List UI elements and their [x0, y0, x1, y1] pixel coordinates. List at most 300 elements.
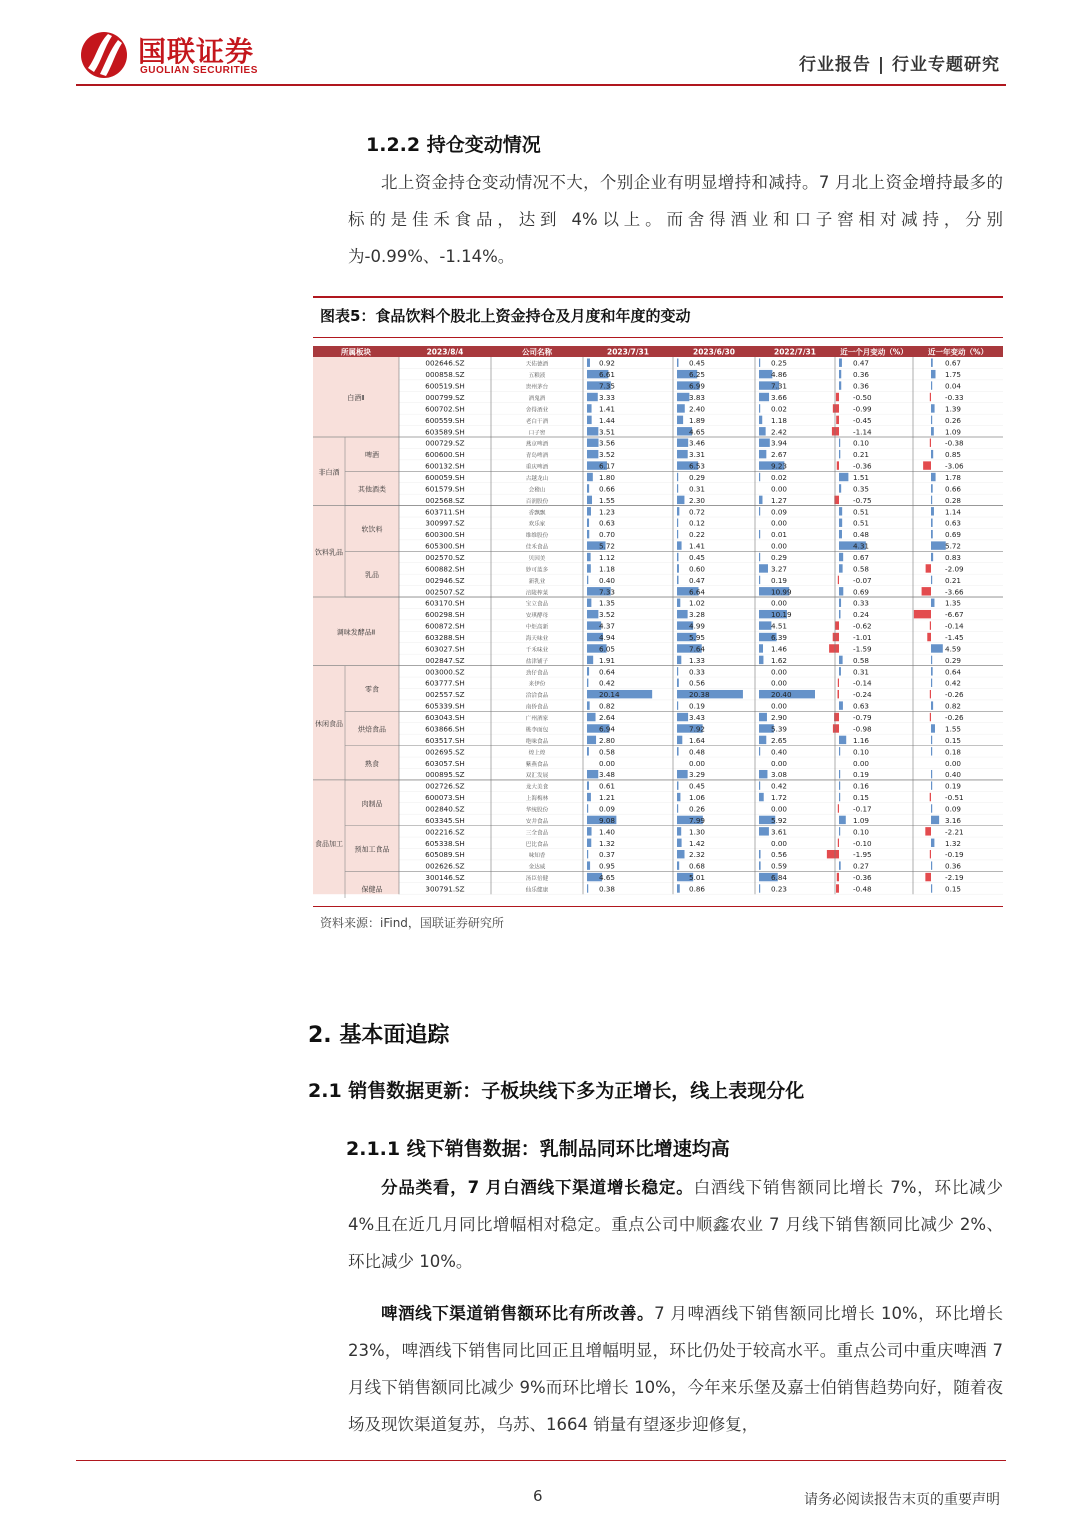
holding-bar	[759, 850, 761, 858]
change-bar-negative	[838, 576, 839, 584]
stock-name: 巴比食品	[525, 841, 549, 848]
subsector-label: 烘焙食品	[358, 725, 386, 734]
holding-value: 2.67	[771, 450, 788, 460]
change-value: -0.10	[853, 838, 872, 848]
holding-value: 0.00	[771, 518, 788, 528]
holding-bar	[677, 781, 678, 789]
holding-value: 1.64	[689, 735, 706, 745]
stock-name: 安井食品	[525, 818, 549, 825]
holding-value: 0.00	[771, 701, 788, 711]
change-bar-negative	[838, 679, 839, 687]
stock-code: 603043.SH	[425, 713, 465, 723]
holding-bar	[587, 473, 593, 481]
holding-value: 7.92	[689, 724, 706, 734]
change-bar-positive	[931, 839, 934, 847]
subsector-label: 保健品	[361, 885, 383, 894]
holding-value: 0.33	[689, 667, 706, 677]
holding-value: 3.08	[771, 770, 788, 780]
change-bar-negative	[927, 633, 931, 641]
holding-value: 5.72	[599, 541, 616, 551]
footer-divider	[76, 1460, 1006, 1461]
stock-code: 002847.SZ	[425, 655, 465, 665]
holding-bar	[759, 770, 767, 778]
holding-bar	[759, 747, 760, 755]
holding-value: 1.46	[771, 644, 788, 654]
holding-value: 3.94	[771, 438, 788, 448]
holding-bar	[759, 450, 766, 458]
subsector-label: 零食	[365, 685, 379, 694]
stock-name: 五粮液	[528, 373, 546, 380]
change-bar-positive	[839, 381, 841, 389]
stock-name: 安琪酵母	[525, 613, 549, 620]
holding-bar	[759, 553, 760, 561]
subsector-label: 啤酒	[365, 451, 379, 460]
holding-value: 3.52	[599, 450, 616, 460]
holding-value: 3.66	[771, 392, 788, 402]
holding-value: 6.99	[689, 381, 706, 391]
change-value: 1.75	[945, 370, 962, 380]
change-value: -2.09	[945, 564, 964, 574]
section-heading-2-1-1: 2.1.1 线下销售数据：乳制品同环比增速均高	[346, 1138, 730, 1160]
subsector-label: 软饮料	[361, 525, 383, 534]
stock-code: 002557.SZ	[425, 690, 465, 700]
figure-title-rule	[313, 337, 1003, 338]
change-bar-positive	[839, 781, 840, 789]
holding-bar	[677, 450, 688, 458]
change-bar-positive	[839, 450, 840, 458]
holding-bar	[587, 770, 598, 778]
holding-value: 0.29	[771, 553, 788, 563]
stock-name: 百润股份	[525, 498, 549, 505]
holding-value: 3.31	[689, 450, 706, 460]
stock-name: 舍得酒业	[525, 407, 549, 414]
holding-value: 0.00	[771, 678, 788, 688]
stock-code: 000895.SZ	[425, 770, 465, 780]
change-bar-negative	[836, 884, 839, 892]
holding-value: 4.86	[771, 370, 788, 380]
change-bar-negative	[833, 633, 839, 641]
change-value: 0.18	[945, 747, 962, 757]
holding-bar	[587, 736, 596, 744]
change-bar-negative	[838, 839, 839, 847]
stock-code: 605089.SH	[425, 850, 465, 860]
holding-value: 5.95	[689, 633, 706, 643]
holding-value: 0.00	[771, 838, 788, 848]
change-value: 0.19	[945, 781, 962, 791]
change-bar-positive	[839, 701, 843, 709]
change-value: 1.51	[853, 473, 870, 482]
change-value: -0.14	[945, 621, 964, 631]
change-bar-positive	[931, 530, 933, 538]
change-value: -1.01	[853, 633, 872, 643]
holding-bar	[587, 416, 592, 424]
holding-value: 0.60	[689, 564, 706, 574]
holding-value: 3.46	[689, 438, 706, 448]
holding-value: 0.00	[771, 804, 788, 814]
change-bar-negative	[837, 461, 839, 469]
page-header	[0, 0, 1080, 90]
change-value: 0.36	[945, 861, 962, 871]
holding-bar	[587, 804, 588, 812]
change-bar-positive	[839, 587, 843, 595]
holding-value: 20.14	[599, 690, 620, 700]
holding-value: 6.94	[599, 724, 616, 734]
sector-label: 白酒Ⅱ	[347, 394, 365, 403]
holding-bar	[587, 427, 598, 435]
change-value: 0.35	[853, 484, 870, 494]
holding-bar	[677, 679, 679, 687]
change-value: 1.09	[853, 815, 870, 825]
figure-source: 资料来源：iFind，国联证券研究所	[320, 916, 504, 930]
stock-code: 600519.SH	[425, 381, 465, 391]
change-bar-positive	[931, 450, 933, 458]
holding-value: 3.29	[689, 770, 706, 780]
change-value: 1.16	[853, 735, 870, 745]
stock-name: 佳禾食品	[525, 544, 549, 551]
holding-value: 6.84	[771, 873, 788, 883]
holding-value: 0.92	[599, 358, 616, 368]
change-bar-positive	[931, 416, 932, 424]
stock-code: 603777.SH	[425, 678, 465, 688]
stock-code: 600882.SH	[425, 564, 465, 574]
stock-code: 300997.SZ	[425, 518, 465, 528]
company-logo	[78, 28, 278, 80]
holding-value: 0.01	[771, 530, 788, 540]
stock-code: 600059.SH	[425, 473, 465, 482]
change-value: -2.21	[945, 827, 964, 837]
paragraph-beer-lead: 啤酒线下渠道销售额环比有所改善。	[381, 1304, 655, 1323]
holding-value: 0.00	[771, 667, 788, 677]
holding-value: 6.53	[689, 461, 706, 471]
holding-value: 0.42	[771, 781, 788, 791]
holding-value: 0.70	[599, 530, 616, 540]
stock-code: 000799.SZ	[425, 392, 465, 402]
holding-value: 0.48	[689, 747, 706, 757]
change-bar-negative	[833, 724, 839, 732]
holding-value: 1.32	[599, 838, 616, 848]
change-bar-positive	[931, 576, 932, 584]
change-value: 1.32	[945, 838, 962, 848]
change-value: 0.58	[853, 564, 870, 574]
stock-code: 002507.SZ	[425, 587, 465, 597]
holding-bar	[587, 850, 588, 858]
holding-bar	[587, 564, 591, 572]
holding-value: 7.33	[599, 587, 616, 597]
stock-code: 605338.SH	[425, 838, 465, 848]
change-value: -0.48	[853, 884, 872, 894]
change-value: 0.29	[945, 655, 962, 665]
change-bar-positive	[931, 427, 934, 435]
holding-bar	[759, 530, 760, 538]
table-header-cell: 近一个月变动（%）	[840, 347, 908, 357]
holding-bar	[759, 781, 760, 789]
holding-value: 0.58	[599, 747, 616, 757]
change-value: 0.15	[945, 884, 962, 894]
holding-bar	[587, 496, 592, 504]
stock-name: 海天味业	[525, 636, 549, 643]
sector-label: 休闲食品	[315, 719, 343, 728]
change-value: 0.64	[945, 667, 962, 677]
holding-bar	[677, 850, 685, 858]
stock-code: 600600.SH	[425, 450, 465, 460]
change-bar-negative	[833, 404, 839, 412]
holding-value: 0.45	[689, 553, 706, 563]
change-value: -0.26	[945, 713, 964, 723]
change-value: -0.51	[945, 793, 964, 803]
holding-bar	[677, 656, 681, 664]
change-bar-positive	[931, 781, 932, 789]
holding-value: 0.40	[599, 575, 616, 585]
stock-code: 002695.SZ	[425, 747, 465, 757]
holding-bar	[587, 530, 589, 538]
change-bar-negative	[923, 461, 931, 469]
holding-bar	[677, 404, 685, 412]
change-value: 0.28	[945, 495, 962, 505]
change-value: -3.06	[945, 461, 964, 471]
table-header-cell: 公司名称	[522, 347, 552, 357]
holding-value: 5.01	[689, 873, 706, 883]
holding-value: 1.06	[689, 793, 706, 803]
change-value: 0.85	[945, 450, 962, 460]
holding-bar	[759, 576, 760, 584]
change-bar-positive	[931, 747, 932, 755]
change-bar-negative	[922, 587, 931, 595]
change-value: 0.69	[853, 587, 870, 597]
holding-value: 1.89	[689, 415, 706, 425]
header-divider	[76, 84, 1006, 86]
holding-bar	[677, 599, 680, 607]
change-value: 0.10	[853, 438, 870, 448]
holding-value: 9.08	[599, 815, 616, 825]
stock-code: 603517.SH	[425, 735, 465, 745]
holding-value: 0.25	[771, 358, 788, 368]
change-value: 0.10	[853, 747, 870, 757]
change-bar-positive	[839, 519, 842, 527]
holding-value: 2.30	[689, 495, 706, 505]
stock-code: 002726.SZ	[425, 781, 465, 791]
holding-bar	[677, 439, 688, 447]
holding-value: 10.19	[771, 610, 792, 620]
stock-code: 605339.SH	[425, 701, 465, 711]
figure-top-rule	[313, 296, 1003, 298]
holding-bar	[587, 690, 652, 698]
change-value: 0.31	[853, 667, 870, 677]
change-bar-positive	[931, 701, 933, 709]
change-bar-positive	[931, 553, 933, 561]
stock-code: 601579.SH	[425, 484, 465, 494]
footer-disclaimer: 请务必阅读报告末页的重要声明	[804, 1492, 1000, 1508]
holding-value: 1.02	[689, 598, 706, 608]
change-value: -2.19	[945, 873, 964, 883]
stock-name: 味知香	[528, 853, 546, 860]
change-value: 0.36	[853, 370, 870, 380]
stock-code: 600073.SH	[425, 793, 465, 803]
subsector-label: 其他酒类	[358, 485, 386, 494]
change-bar-positive	[931, 473, 936, 481]
holding-value: 0.29	[689, 473, 706, 482]
holding-value: 20.40	[771, 690, 792, 700]
holding-bar	[587, 599, 591, 607]
change-bar-positive	[931, 381, 932, 389]
holding-value: 3.27	[771, 564, 788, 574]
holding-value: 0.09	[599, 804, 616, 814]
holding-value: 3.33	[599, 392, 616, 402]
holding-bar	[677, 496, 684, 504]
holding-value: 3.83	[689, 392, 706, 402]
holding-value: 6.39	[771, 633, 788, 643]
holding-value: 1.72	[771, 793, 788, 803]
change-value: 1.14	[945, 507, 962, 517]
holding-value: 6.25	[689, 370, 706, 380]
change-bar-positive	[931, 519, 933, 527]
holding-bar	[677, 519, 678, 527]
stock-code: 603170.SH	[425, 598, 465, 608]
holding-bar	[587, 404, 592, 412]
holding-value: 1.41	[689, 541, 706, 551]
figure-bottom-rule	[313, 906, 1003, 907]
change-bar-positive	[931, 770, 932, 778]
change-value: 0.51	[853, 507, 870, 517]
holding-value: 3.52	[599, 610, 616, 620]
holding-bar	[587, 861, 590, 869]
holding-value: 4.65	[689, 427, 706, 437]
stock-name: 欢乐家	[528, 521, 546, 528]
holding-bar	[677, 610, 688, 618]
holding-value: 0.56	[689, 678, 706, 688]
holding-value: 0.02	[771, 473, 788, 482]
stock-code: 605300.SH	[425, 541, 465, 551]
holding-bar	[677, 473, 678, 481]
stock-name: 紫燕食品	[525, 761, 549, 768]
holding-value: 2.42	[771, 427, 788, 437]
stock-code: 000858.SZ	[425, 370, 465, 380]
holding-bar	[587, 359, 590, 367]
change-value: -6.67	[945, 610, 964, 620]
holding-bar	[677, 861, 679, 869]
holding-bar	[677, 701, 678, 709]
holding-value: 3.28	[689, 610, 706, 620]
holding-value: 0.61	[599, 781, 616, 791]
holding-value: 1.41	[599, 404, 616, 414]
table-header-cell: 近一年变动（%）	[927, 347, 989, 357]
holding-value: 1.62	[771, 655, 788, 665]
holding-value: 9.23	[771, 461, 788, 471]
sector-label: 非白酒	[318, 468, 340, 477]
holding-value: 4.37	[599, 621, 616, 631]
change-bar-positive	[839, 599, 841, 607]
holding-bar	[587, 701, 590, 709]
change-bar-positive	[931, 656, 932, 664]
change-value: 0.67	[853, 553, 870, 563]
change-value: -0.36	[853, 461, 872, 471]
change-bar-negative	[838, 804, 839, 812]
change-bar-negative	[914, 610, 931, 618]
holding-bar	[587, 439, 599, 447]
change-bar-positive	[931, 496, 932, 504]
change-value: 0.27	[853, 861, 870, 871]
subsector-label: 肉制品	[361, 799, 383, 808]
change-value: 0.69	[945, 530, 962, 540]
stock-name: 三全食品	[525, 830, 549, 837]
holding-bar	[759, 427, 766, 435]
holding-bar	[677, 690, 743, 698]
stock-name: 中炬高新	[525, 624, 549, 631]
change-bar-positive	[931, 359, 933, 367]
subsector-label: 熟食	[365, 759, 379, 768]
holding-value: 1.18	[771, 415, 788, 425]
stock-code: 600298.SH	[425, 610, 465, 620]
holding-value: 1.55	[599, 495, 616, 505]
holding-bar	[587, 507, 591, 515]
change-bar-negative	[832, 427, 839, 435]
change-bar-negative	[930, 439, 931, 447]
stock-name: 维维股份	[525, 533, 549, 540]
change-bar-negative	[837, 873, 839, 881]
stock-name: 会稽山	[528, 487, 546, 494]
holding-value: 0.86	[689, 884, 706, 894]
holding-value: 1.42	[689, 838, 706, 848]
holding-value: 0.00	[771, 541, 788, 551]
stock-name: 煌上煌	[528, 750, 546, 757]
holding-bar	[587, 484, 589, 492]
holding-value: 0.59	[771, 861, 788, 871]
holding-value: 1.40	[599, 827, 616, 837]
stock-name: 重庆啤酒	[525, 464, 549, 471]
holding-value: 6.61	[599, 370, 616, 380]
stock-name: 华统股份	[525, 807, 549, 814]
guolian-logo-icon	[78, 28, 130, 80]
holding-bar	[587, 679, 588, 687]
holding-value: 0.45	[689, 781, 706, 791]
change-value: 4.59	[945, 644, 962, 654]
holding-value: 1.12	[599, 553, 616, 563]
holding-bar	[759, 404, 760, 412]
change-bar-positive	[931, 370, 936, 378]
change-bar-positive	[839, 770, 840, 778]
section-heading-2: 2. 基本面追踪	[308, 1023, 450, 1048]
holding-value: 0.26	[689, 804, 706, 814]
stock-name: 上海梅林	[525, 796, 549, 803]
stock-code: 300791.SZ	[425, 884, 465, 894]
holding-value: 0.56	[771, 850, 788, 860]
holding-value: 0.19	[771, 575, 788, 585]
stock-name: 广州酒家	[525, 716, 549, 723]
holding-value: 0.12	[689, 518, 706, 528]
change-bar-negative	[930, 621, 931, 629]
holding-value: 0.09	[771, 507, 788, 517]
holding-bar	[677, 416, 683, 424]
table-header-cell: 2023/7/31	[606, 347, 650, 357]
change-bar-negative	[836, 416, 839, 424]
holding-bar	[759, 359, 760, 367]
change-bar-negative	[835, 621, 839, 629]
change-value: 0.58	[853, 655, 870, 665]
change-value: 0.66	[945, 484, 962, 494]
stock-name: 妙可蓝多	[525, 567, 549, 574]
stock-name: 绝味食品	[525, 738, 549, 745]
stock-code: 000729.SZ	[425, 438, 465, 448]
change-value: -0.99	[853, 404, 872, 414]
holding-bar	[677, 713, 688, 721]
change-bar-positive	[931, 599, 934, 607]
holding-value: 6.05	[599, 644, 616, 654]
stock-name: 南侨食品	[525, 704, 549, 711]
paragraph-baijiu	[348, 1169, 1003, 1280]
stock-name: 金达威	[528, 864, 546, 871]
holding-value: 0.82	[599, 701, 616, 711]
holding-value: 0.38	[599, 884, 616, 894]
change-bar-negative	[930, 393, 931, 401]
